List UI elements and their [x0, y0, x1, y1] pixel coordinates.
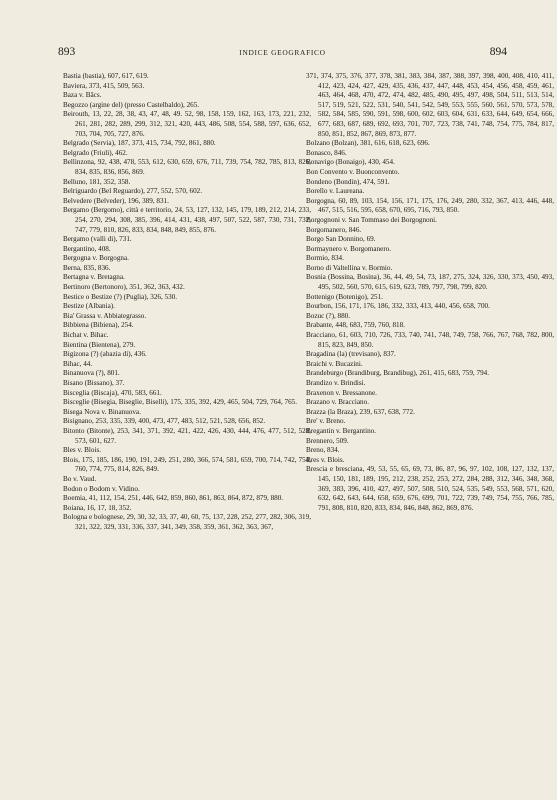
index-entry: Bo v. Vaud. [63, 474, 97, 483]
index-entry: Bisignano, 253, 335, 339, 400, 473, 477, 483, 512, 521, 528, 656, 852. [63, 417, 266, 426]
index-entry: Begozzo (argine del) (presso Castelbaldo), 265. [63, 100, 200, 109]
right-column [306, 72, 554, 513]
index-entry: Bergantino, 408. [63, 244, 111, 253]
index-entry: Belluno, 181, 352, 358. [63, 177, 131, 186]
index-entry: Bisceglie (Bisegia, Biseglie, Biselli), 175, 335, 392, 429, 465, 504, 729, 764, 765. [63, 398, 298, 407]
index-entry: Belgrado (Friuli), 462. [63, 148, 128, 157]
index-entry: Bichat v. Bihac. [63, 331, 109, 340]
index-entry: Bigizona (?) (abazia di), 436. [63, 350, 147, 359]
index-entry: Bergamo (valli di), 731. [63, 235, 132, 244]
page-header [58, 46, 507, 62]
index-entry: Bastia (bastia), 607, 617, 619. [63, 72, 149, 80]
index-entry: Bles v. Blois. [63, 446, 102, 455]
index-entry: Brabante, 448, 683, 759, 760, 818. [306, 321, 405, 330]
index-entry: Borgo San Donnino, 69. [306, 235, 376, 244]
index-entry: Bozuc (?), 880. [306, 311, 351, 320]
index-entry: 371, 374, 375, 376, 377, 378, 381, 383, 384, 387, 388, 397, 398, 400, 408, 410, 411, 412, 423, 424, 427, 429, 435, 436, 437, 447, 448, 453, 454, 456, 458, 459, 461, 463, 464, 468, 470, 472, 474, 482, 485, 490, 495, 497, 498, 504, 511, 513, 514, 517, 519, 521, 522, 531, 540, 541, 542, 549, 553, 555, 560, 561, 570, 573, 578, 582, 584, 585, 590, 591, 598, 600, 602, 603, 604, 631, 633, 644, 649, 654, 666, 677, 683, 687, 689, 692, 693, 701, 707, 723, 738, 741, 748, 754, 775, 784, 817, 850, 851, 852, 867, 869, 873, 877. [306, 72, 554, 138]
right-page-number: 894 [489, 46, 507, 58]
index-entry: Braxenon v. Bressanone. [306, 388, 377, 397]
index-entry: Binanuova (?), 801. [63, 369, 120, 378]
index-entry: Borno di Valtellina v. Bormio. [306, 263, 393, 272]
index-entry: Bormaynero v. Borgomanero. [306, 244, 392, 253]
index-entry: Brazano v. Bracciano. [306, 398, 369, 407]
index-entry: Brandizo v. Brindisi. [306, 379, 366, 387]
index-entry: Bon Convento v. Buonconvento. [306, 167, 400, 176]
index-entry: Bodon o Bodom v. Vidino. [63, 484, 140, 493]
index-entry: Braichi v. Bucazini. [306, 359, 363, 368]
index-entry: Bitonto (Bitonte), 253, 341, 371, 392, 421, 422, 426, 430, 444, 476, 477, 512, 528, 573, 601, 627. [63, 426, 311, 445]
index-entry: Bregantin v. Bergantino. [306, 426, 377, 435]
index-entry: Bologna e bolognese, 29, 30, 32, 33, 37, 40, 60, 75, 137, 228, 252, 277, 282, 306, 319, 321, 322, 329, 331, 336, 337, 341, 349, 358, 359, 361, 362, 363, 367, [63, 513, 311, 531]
index-entry: Bientina (Bientena), 279. [63, 340, 136, 349]
index-entry: Bre' v. Breno. [306, 417, 346, 426]
index-entry: Beirouth, 13, 22, 28, 38, 43, 47, 48, 49. 52, 98, 158, 159, 162, 163, 173, 221, 232, 261, 281, 282, 289, 299, 312, 321, 420, 443, 486, 508, 554, 588, 597, 636, 652, 703, 704, 705, 727, 876. [63, 110, 311, 138]
index-entry: Bormio, 834. [306, 254, 344, 263]
index-entry: Boiana, 16, 17, 18, 352. [63, 503, 132, 512]
index-entry: Baza v. Bâcs. [63, 91, 102, 100]
index-entry: Boemia, 41, 112, 154, 251, 446, 642, 859, 860, 861, 863, 864, 872, 879, 880. [63, 494, 284, 503]
index-entry: Borgomanero, 846. [306, 225, 362, 234]
index-entry: Brazza (la Braza), 239, 637, 638, 772. [306, 407, 415, 416]
index-entry: Bonavigo (Bonaigo), 430, 454. [306, 158, 395, 167]
index-entry: Breno, 834. [306, 446, 340, 455]
index-entry: Bisceglia (Biscaja), 470, 583, 661. [63, 388, 162, 397]
index-entry: Borello v. Laureana. [306, 187, 365, 196]
index-entry: Bolzano (Bolzan), 381, 616, 618, 623, 696. [306, 139, 430, 148]
index-entry: Bia' Grassa v. Abbiategrasso. [63, 311, 147, 320]
index-entry: Bergogna v. Borgogna. [63, 254, 129, 263]
index-entry: Bourbon, 156, 171, 176, 186, 332, 333, 413, 440, 456, 658, 700. [306, 302, 490, 311]
index-entry: Bonasco, 846. [306, 148, 347, 157]
index-entry: Brennero, 509. [306, 436, 349, 445]
index-entry: Bragadina (la) (trevisano), 837. [306, 350, 396, 359]
index-entry: Bosnia (Bossina, Bosina), 36, 44, 49, 54, 73, 187, 275, 324, 326, 330, 373, 450, 493, 495, 502, 560, 570, 615, 619, 623, 789, 797, 798, 799, 820. [306, 273, 554, 292]
index-entry: Borgognoni v. San Tommaso dei Borgognoni. [306, 215, 437, 224]
index-entry: Bergamo (Bergomo), città e territorio, 24, 53, 127, 132, 145, 179, 189, 212, 214, 233, 254, 270, 294, 308, 385, 396, 414, 431, 438, 497, 507, 522, 587, 730, 731, 732, 747, 779, 810, 826, 833, 834, 848, 849, 855, 876. [63, 206, 311, 234]
index-entry: Belgrado (Servia), 187, 373, 415, 734, 792, 861, 880. [63, 139, 216, 148]
index-entry: Bertinoro (Bertonoro), 351, 362, 363, 432. [63, 283, 185, 292]
index-entry: Berna, 835, 836. [63, 263, 111, 272]
left-page-number: 893 [58, 46, 76, 58]
index-entry: Bres v. Blois. [306, 455, 345, 464]
index-entry: Bisano (Bissano), 37. [63, 379, 125, 387]
index-entry: Bibbiena (Bibiena), 254. [63, 321, 134, 330]
index-entry: Belvedere (Belveder), 196, 389, 831. [63, 196, 169, 205]
index-entry: Bisega Nova v. Binanuova. [63, 407, 141, 416]
left-column [63, 72, 311, 533]
index-entry: Bertagna v. Bretagna. [63, 273, 125, 282]
index-entry: Bihac, 44. [63, 359, 93, 368]
index-entry: Belriguardo (Bel Reguardo), 277, 552, 570, 602. [63, 187, 203, 196]
index-entry: Brandeburgo (Brandiburg, Brandibug), 261, 415, 683, 759, 794. [306, 369, 489, 378]
index-entry: Bracciano, 61, 603, 710, 726, 733, 740, 741, 748, 749, 758, 766, 767, 768, 782, 800, 815, 823, 849, 850. [306, 331, 554, 349]
index-entry: Baviera, 373, 415, 509, 563. [63, 81, 145, 90]
index-entry: Borgogna, 60, 89, 103, 154, 156, 171, 175, 176, 249, 280, 332, 367, 413, 446, 448, 467, 515, 516, 595, 658, 670, 695, 716, 793, 850. [306, 196, 554, 215]
index-entry: Bottenigo (Botenigo), 251. [306, 292, 383, 301]
index-entry: Bestice o Bestize (?) (Puglia), 326, 530. [63, 292, 178, 301]
index-entry: Bondeno (Bondin), 474, 591. [306, 177, 390, 186]
running-title: INDICE GEOGRAFICO [239, 48, 326, 57]
index-entry: Bellinzona, 92, 438, 478, 553, 612, 630, 659, 676, 711, 739, 754, 782, 785, 813, 826, 834, 835, 836, 856, 869. [63, 158, 311, 176]
index-entry: Blois, 175, 185, 186, 190, 191, 249, 251, 280, 366, 574, 581, 659, 700, 714, 742, 754, 760, 774, 775, 814, 826, 849. [63, 455, 311, 474]
index-entry: Bestize (Albania). [63, 302, 115, 311]
index-entry: Brescia e bresciana, 49, 53, 55, 65, 69, 73, 86, 87, 96, 97, 102, 108, 127, 132, 137, 145, 150, 181, 189, 195, 212, 238, 252, 253, 272, 284, 288, 312, 346, 348, 368, 369, 383, 396, 410, 427, 497, 507, 508, 510, 524, 535, 549, 553, 568, 571, 620, 632, 642, 643, 644, 658, 659, 676, 699, 701, 722, 739, 749, 754, 755, 766, 785, 791, 808, 810, 820, 833, 834, 846, 848, 862, 869, 876. [306, 465, 554, 512]
